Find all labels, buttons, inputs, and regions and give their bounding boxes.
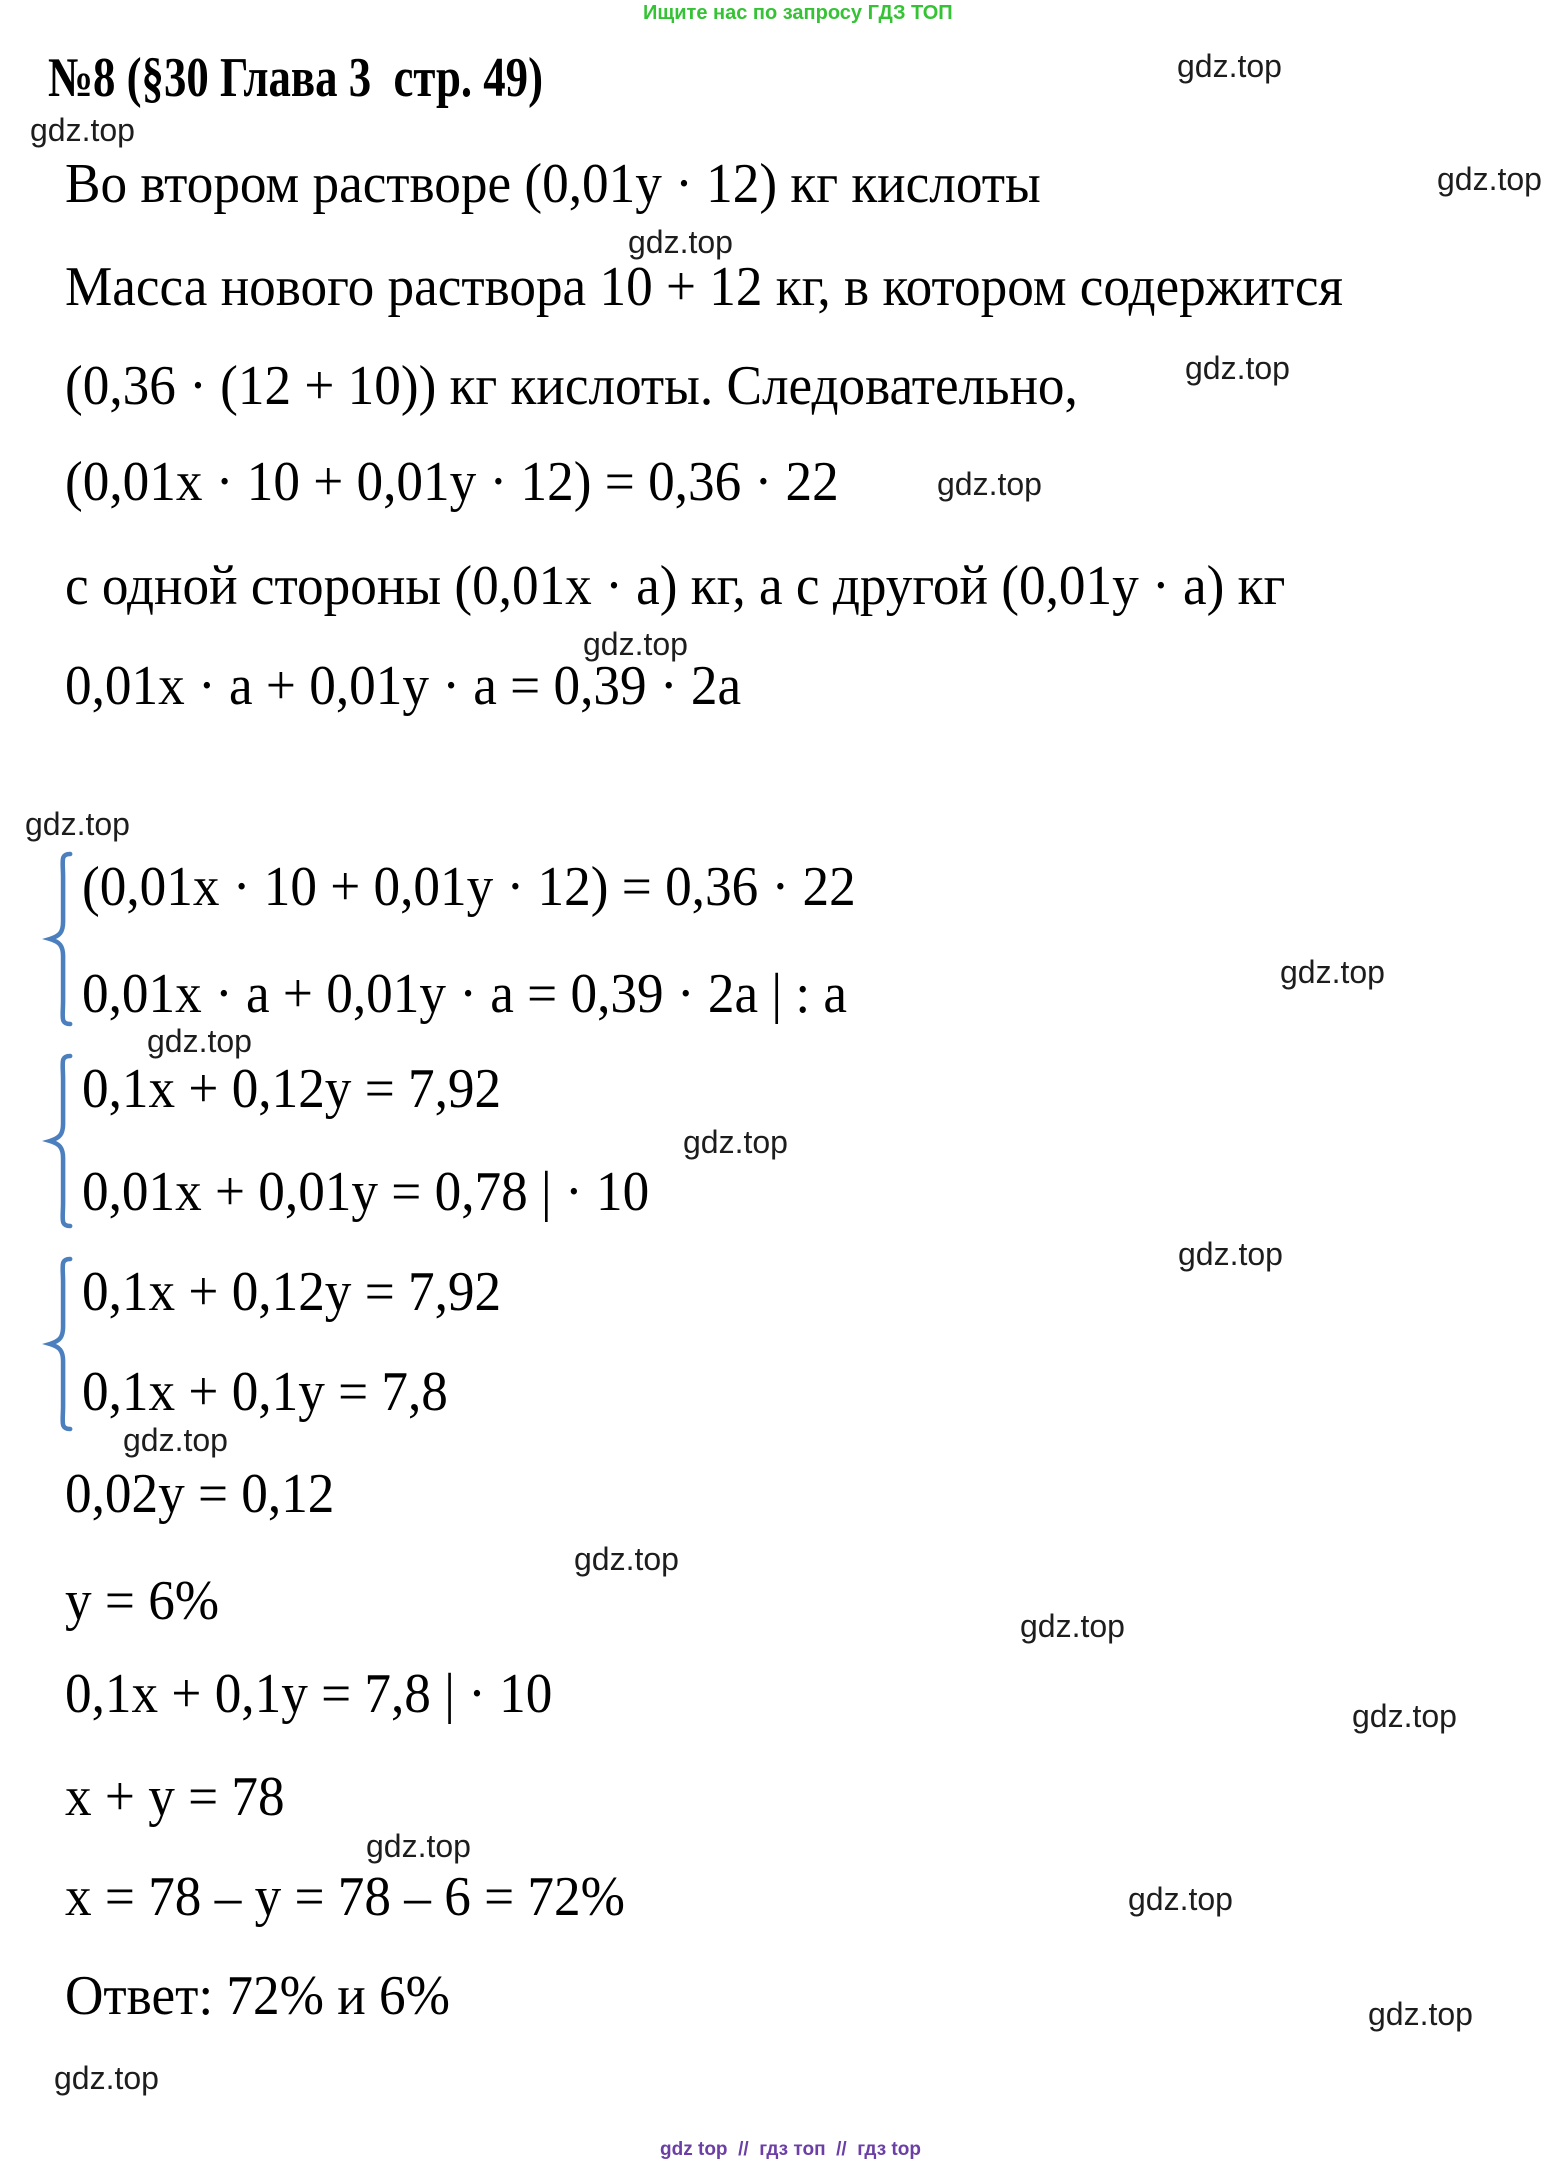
solution-line: (0,36 · (12 + 10)) кг кислоты. Следовательно,	[65, 355, 1078, 417]
watermark: gdz.top	[25, 806, 130, 842]
solution-line: 0,01x · a + 0,01y · a = 0,39 · 2a	[65, 655, 742, 717]
solution-line: с одной стороны (0,01x · a) кг, а с другой (0,01y · a) кг	[65, 555, 1286, 617]
watermark: gdz.top	[1368, 1996, 1473, 2032]
solution-line: x + y = 78	[65, 1766, 285, 1828]
watermark: gdz.top	[1280, 954, 1385, 990]
watermark: gdz.top	[1437, 161, 1542, 197]
watermark: gdz.top	[123, 1422, 228, 1458]
watermark: gdz.top	[583, 626, 688, 662]
promo-top-text: Ищите нас по запросу ГДЗ ТОП	[643, 2, 953, 24]
watermark: gdz.top	[1178, 1236, 1283, 1272]
solution-line: x = 78 – y = 78 – 6 = 72%	[65, 1866, 625, 1928]
page-title: №8 (§30 Глава 3 стр. 49)	[48, 47, 543, 109]
watermark: gdz.top	[574, 1541, 679, 1577]
watermark: gdz.top	[628, 224, 733, 260]
watermark: gdz.top	[683, 1124, 788, 1160]
solution-line: y = 6%	[65, 1570, 220, 1632]
watermark: gdz.top	[366, 1828, 471, 1864]
system-brace-icon	[36, 1256, 78, 1432]
watermark: gdz.top	[1352, 1698, 1457, 1734]
watermark: gdz.top	[1185, 350, 1290, 386]
watermark: gdz.top	[30, 112, 135, 148]
watermark: gdz.top	[54, 2060, 159, 2096]
solution-line: 0,02y = 0,12	[65, 1463, 335, 1525]
system-brace-icon	[36, 851, 78, 1027]
watermark: gdz.top	[1177, 48, 1282, 84]
system-line: 0,1x + 0,12y = 7,92	[82, 1261, 502, 1323]
solution-line: (0,01x · 10 + 0,01y · 12) = 0,36 · 22	[65, 451, 839, 513]
system-line: 0,1x + 0,1y = 7,8	[82, 1361, 448, 1423]
solution-line: Масса нового раствора 10 + 12 кг, в котором содержится	[65, 256, 1343, 318]
watermark: gdz.top	[1128, 1881, 1233, 1917]
system-brace-icon	[36, 1053, 78, 1229]
solution-line: 0,1x + 0,1y = 7,8 | · 10	[65, 1663, 553, 1725]
system-line: (0,01x · 10 + 0,01y · 12) = 0,36 · 22	[82, 856, 856, 918]
answer-line: Ответ: 72% и 6%	[65, 1965, 450, 2027]
solution-line: Во втором растворе (0,01y · 12) кг кислоты	[65, 153, 1041, 215]
promo-bottom-text: gdz top // гдз топ // гдз top	[660, 2139, 921, 2160]
system-line: 0,01x · a + 0,01y · a = 0,39 · 2a | : a	[82, 963, 848, 1025]
watermark: gdz.top	[937, 466, 1042, 502]
watermark: gdz.top	[1020, 1608, 1125, 1644]
watermark: gdz.top	[147, 1023, 252, 1059]
system-line: 0,01x + 0,01y = 0,78 | · 10	[82, 1161, 650, 1223]
system-line: 0,1x + 0,12y = 7,92	[82, 1058, 502, 1120]
